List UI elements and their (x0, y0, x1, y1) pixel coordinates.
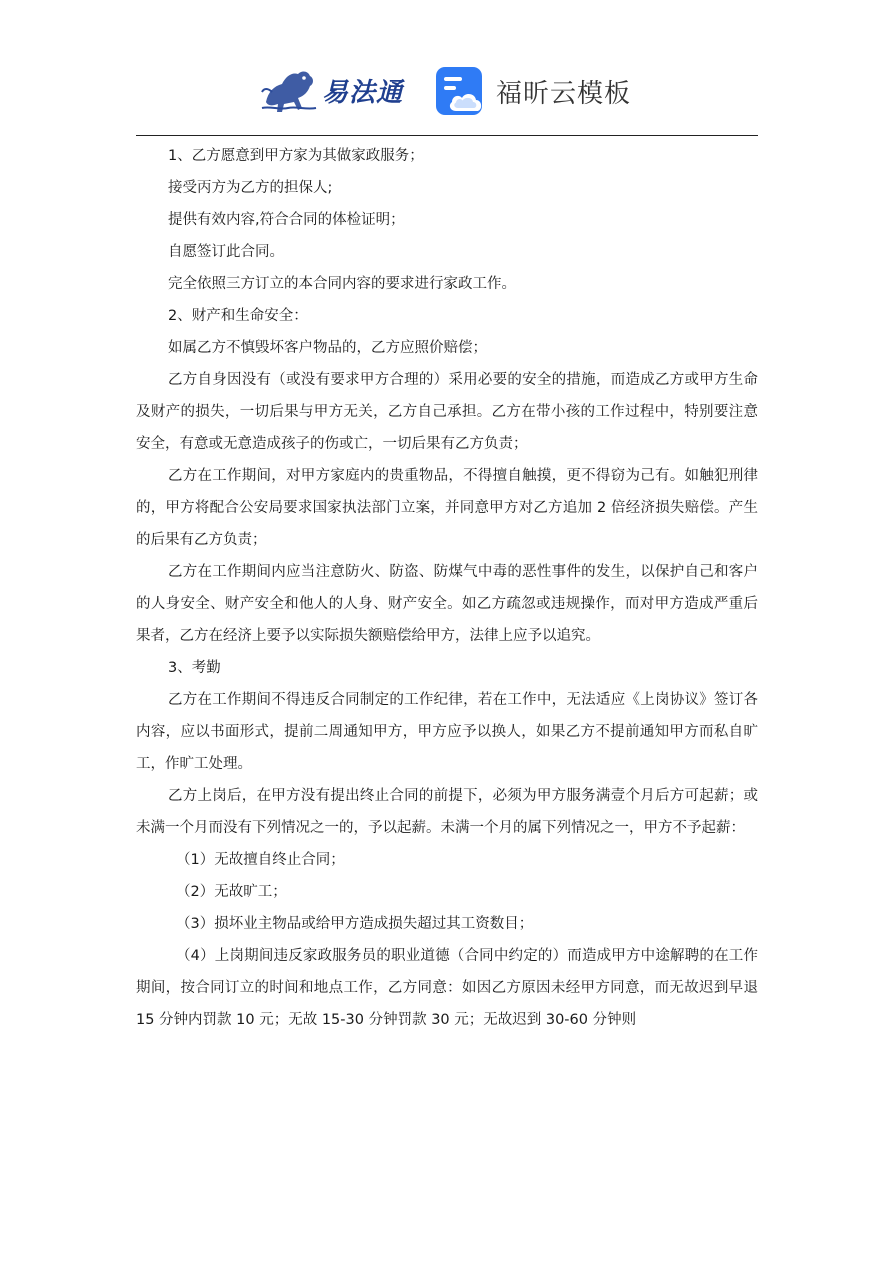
paragraph: 乙方在工作期间不得违反合同制定的工作纪律，若在工作中，无法适应《上岗协议》签订各内容，应以书面形式，提前二周通知甲方，甲方应予以换人，如果乙方不提前通知甲方而私自旷工，作旷工处理。 (136, 692, 758, 772)
list-item: （1）无故擅自终止合同； (176, 852, 345, 868)
yifatong-logo-text: 易法通 (322, 77, 404, 108)
paragraph: 乙方在工作期间内应当注意防火、防盗、防煤气中毒的恶性事件的发生，以保护自己和客户的人身安全、财产安全和他人的人身、财产安全。如乙方疏忽或违规操作，而对甲方造成严重后果者，乙方在经济上要予以实际损失额赔偿给甲方，法律上应予以追究。 (136, 564, 758, 644)
paragraph: 完全依照三方订立的本合同内容的要求进行家政工作。 (168, 276, 516, 292)
list-item: （2）无故旷工； (176, 884, 287, 900)
paragraph: 2、财产和生命安全： (168, 308, 308, 324)
paragraph: 接受丙方为乙方的担保人; (168, 180, 333, 196)
qilin-icon (258, 62, 320, 118)
fuxin-logo (434, 65, 631, 117)
yifatong-logo (258, 61, 418, 119)
document-header (0, 55, 893, 125)
paragraph: 自愿签订此合同。 (168, 244, 284, 260)
document-body (136, 140, 758, 1036)
cloud-document-icon (434, 65, 486, 117)
paragraph: 乙方自身因没有（或没有要求甲方合理的）采用必要的安全的措施，而造成乙方或甲方生命及财产的损失，一切后果与甲方无关，乙方自己承担。乙方在带小孩的工作过程中，特别要注意安全，有意或无意造成孩子的伤或亡，一切后果有乙方负责； (136, 372, 758, 452)
paragraph: 乙方在工作期间，对甲方家庭内的贵重物品，不得擅自触摸，更不得窃为己有。如触犯刑律的，甲方将配合公安局要求国家执法部门立案，并同意甲方对乙方追加 2 倍经济损失赔偿。产生的后果有乙方负责； (136, 468, 758, 548)
paragraph: 1、乙方愿意到甲方家为其做家政服务； (168, 148, 424, 164)
paragraph: 3、考勤 (168, 660, 221, 676)
paragraph: 提供有效内容,符合合同的体检证明； (168, 212, 405, 228)
list-item: （4）上岗期间违反家政服务员的职业道德（合同中约定的）而造成甲方中途解聘的在工作期间，按合同订立的时间和地点工作，乙方同意：如因乙方原因未经甲方同意，而无故迟到早退 15 分钟内罚款 10 元；无故 15-30 分钟罚款 30 元；无故迟到 30-60 分钟则 (136, 948, 758, 1028)
fuxin-logo-text: 福昕云模板 (496, 78, 632, 109)
header-divider (136, 135, 758, 136)
paragraph: 乙方上岗后，在甲方没有提出终止合同的前提下，必须为甲方服务满壹个月后方可起薪；或未满一个月而没有下列情况之一的，予以起薪。未满一个月的属下列情况之一，甲方不予起薪： (136, 788, 758, 836)
paragraph: 如属乙方不慎毁坏客户物品的，乙方应照价赔偿； (168, 340, 487, 356)
list-item: （3）损坏业主物品或给甲方造成损失超过其工资数目； (176, 916, 534, 932)
